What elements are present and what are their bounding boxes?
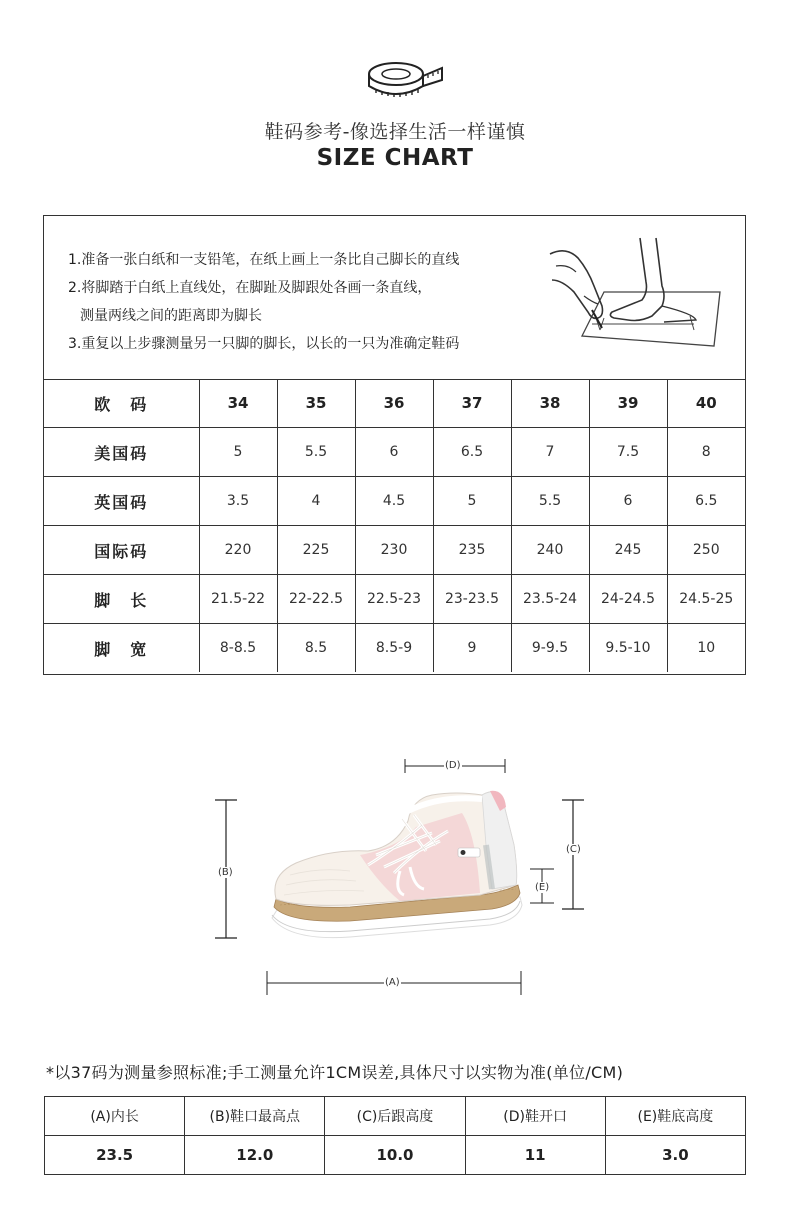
size-cell: 24-24.5 xyxy=(589,575,667,624)
size-cell: 220 xyxy=(199,526,277,575)
table-row-uk-size xyxy=(44,477,745,526)
size-cell: 8.5 xyxy=(277,624,355,673)
row-label: 国际码 xyxy=(44,526,199,575)
size-cell: 4 xyxy=(277,477,355,526)
measurement-value: 11 xyxy=(465,1136,605,1175)
measurement-value: 12.0 xyxy=(185,1136,325,1175)
size-table xyxy=(44,379,745,672)
instruction-step-2: 2.将脚踏于白纸上直线处，在脚趾及脚跟处各画一条直线， xyxy=(68,280,432,296)
measuring-tape-icon xyxy=(366,58,446,102)
size-cell: 5 xyxy=(433,477,511,526)
column-header: (E)鞋底高度 xyxy=(605,1097,745,1136)
size-cell: 7 xyxy=(511,428,589,477)
size-cell: 23.5-24 xyxy=(511,575,589,624)
foot-measuring-illustration xyxy=(544,236,724,356)
instruction-step-3: 3.重复以上步骤测量另一只脚的脚长，以长的一只为准确定鞋码 xyxy=(68,336,460,352)
page-title: SIZE CHART xyxy=(316,145,474,171)
row-label: 英国码 xyxy=(44,477,199,526)
table-row-foot-width xyxy=(44,624,745,673)
measurements-table xyxy=(44,1096,746,1175)
shoe-dimension-diagram xyxy=(200,755,600,1005)
table-row-us-size xyxy=(44,428,745,477)
size-cell: 9 xyxy=(433,624,511,673)
dimension-label-b: (B) xyxy=(218,867,233,878)
size-cell: 240 xyxy=(511,526,589,575)
size-cell: 38 xyxy=(511,379,589,428)
size-cell: 34 xyxy=(199,379,277,428)
size-cell: 235 xyxy=(433,526,511,575)
size-cell: 4.5 xyxy=(355,477,433,526)
size-cell: 250 xyxy=(667,526,745,575)
dimension-label-e: (E) xyxy=(535,882,550,893)
column-header: (A)内长 xyxy=(45,1097,185,1136)
size-cell: 21.5-22 xyxy=(199,575,277,624)
dimension-label-c: (C) xyxy=(566,844,581,855)
measurement-note: *以37码为测量参照标准;手工测量允许1CM误差,具体尺寸以实物为准(单位/CM) xyxy=(46,1063,624,1082)
size-cell: 230 xyxy=(355,526,433,575)
size-cell: 3.5 xyxy=(199,477,277,526)
size-cell: 6.5 xyxy=(667,477,745,526)
row-label: 欧 码 xyxy=(44,379,199,428)
size-cell: 22-22.5 xyxy=(277,575,355,624)
size-cell: 9.5-10 xyxy=(589,624,667,673)
column-header: (D)鞋开口 xyxy=(465,1097,605,1136)
size-cell: 5.5 xyxy=(511,477,589,526)
size-cell: 6.5 xyxy=(433,428,511,477)
measurement-value: 10.0 xyxy=(325,1136,465,1175)
size-cell: 9-9.5 xyxy=(511,624,589,673)
size-cell: 10 xyxy=(697,640,716,656)
table-row-intl-size xyxy=(44,526,745,575)
size-cell: 8 xyxy=(667,428,745,477)
table-row xyxy=(45,1136,746,1175)
size-cell: 6 xyxy=(355,428,433,477)
instruction-step-2-cont: 测量两线之间的距离即为脚长 xyxy=(80,308,262,324)
size-cell: 6 xyxy=(589,477,667,526)
dimension-label-a: (A) xyxy=(385,977,400,988)
size-cell: 36 xyxy=(355,379,433,428)
size-cell: 37 xyxy=(433,379,511,428)
column-header: (C)后跟高度 xyxy=(325,1097,465,1136)
size-cell: 225 xyxy=(277,526,355,575)
page-subtitle: 鞋码参考-像选择生活一样谨慎 xyxy=(264,121,526,143)
size-cell: 24.5-25 xyxy=(667,575,745,624)
size-cell: 23-23.5 xyxy=(433,575,511,624)
row-label: 脚 宽 xyxy=(44,624,199,673)
size-cell: 8-8.5 xyxy=(199,624,277,673)
size-cell: 35 xyxy=(277,379,355,428)
size-cell: 5 xyxy=(199,428,277,477)
size-chart-block xyxy=(43,215,746,675)
measurement-value: 23.5 xyxy=(45,1136,185,1175)
size-cell: 245 xyxy=(589,526,667,575)
column-header: (B)鞋口最高点 xyxy=(185,1097,325,1136)
size-cell: 39 xyxy=(589,379,667,428)
shoe-illustration xyxy=(200,755,600,1005)
row-label: 脚 长 xyxy=(44,575,199,624)
size-cell: 22.5-23 xyxy=(355,575,433,624)
instruction-step-1: 1.准备一张白纸和一支铅笔，在纸上画上一条比自己脚长的直线 xyxy=(68,252,460,268)
measuring-instructions xyxy=(44,216,745,380)
table-row-foot-length xyxy=(44,575,745,624)
size-cell: 5.5 xyxy=(277,428,355,477)
size-cell: 7.5 xyxy=(589,428,667,477)
table-row-eu-size xyxy=(44,379,745,428)
dimension-label-d: (D) xyxy=(445,760,461,771)
row-label: 美国码 xyxy=(44,428,199,477)
table-header-row xyxy=(45,1097,746,1136)
size-cell: 8.5-9 xyxy=(355,624,433,673)
measurement-value: 3.0 xyxy=(605,1136,745,1175)
size-cell: 40 xyxy=(667,379,745,428)
